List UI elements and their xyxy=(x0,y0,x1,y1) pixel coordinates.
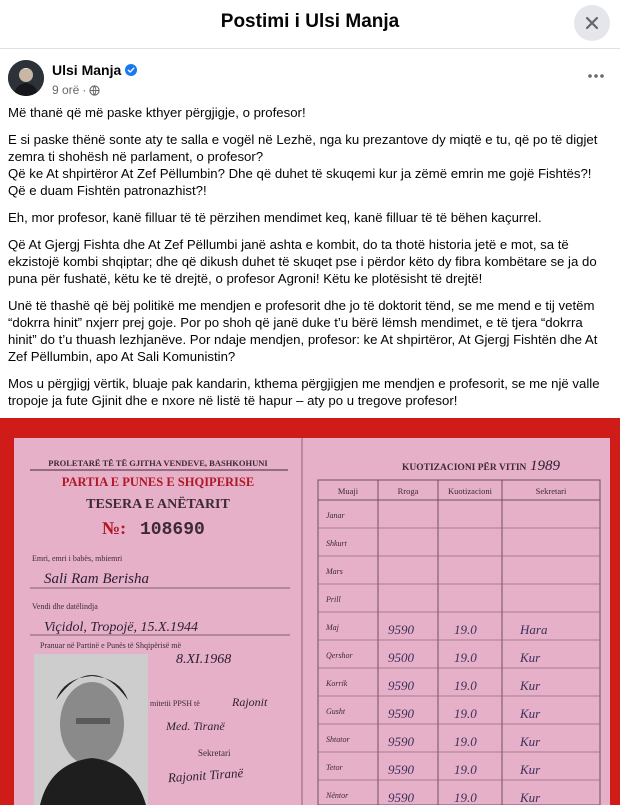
dues-col-month: Muaji xyxy=(337,486,359,496)
dues-fee: 19.0 xyxy=(454,734,477,749)
card-party: PARTIA E PUNES E SHQIPERISE xyxy=(61,475,255,489)
dues-sec: Hara xyxy=(520,622,548,637)
card-admitted-value: 8.XI.1968 xyxy=(176,652,232,667)
dues-col-secretary: Sekretari xyxy=(535,486,567,496)
dues-month: Qershor xyxy=(326,651,353,660)
dues-month: Janar xyxy=(326,511,345,520)
post-header xyxy=(0,56,620,100)
dues-sec: Kur xyxy=(520,706,541,721)
dues-fee: 19.0 xyxy=(454,622,477,637)
modal-header xyxy=(0,0,620,49)
dues-wage: 9500 xyxy=(388,650,414,665)
dues-wage: 9590 xyxy=(388,734,414,749)
globe-icon xyxy=(89,85,100,96)
author-name[interactable]: Ulsi Manja xyxy=(52,62,122,78)
post-paragraph: Unë të thashë që bëj politikë me mendjen e profesorit dhe jo të doktorit tënd, se me mend e tij vetëm “dokrra hinit” nxjerr prej goje. Por po shoh që janë duke t’u bërë lëmsh mendimet, e të tjera “dokrra hinit” do t’u thuash lezhjanëve. Por ndaje mendjen, profesor: ke At shpirtëror, At Gjergj Fishtën dhe At Zef Pëllumbin, apo At Sali Komunistin? xyxy=(8,298,598,364)
dues-month: Tetor xyxy=(326,763,343,772)
dues-month: Gusht xyxy=(326,707,346,716)
card-signature: Rajonit Tiranë xyxy=(167,764,244,786)
dues-sec: Kur xyxy=(520,762,541,777)
dues-sec: Kur xyxy=(520,650,541,665)
dues-wage: 9590 xyxy=(388,678,414,693)
more-options-button[interactable] xyxy=(584,66,608,86)
dues-col-wage: Rroga xyxy=(397,486,419,496)
modal-title: Postimi i Ulsi Manja xyxy=(220,11,400,32)
card-city-value: Med. Tiranë xyxy=(166,719,225,733)
card-committee-value: Rajonit xyxy=(232,695,268,709)
post-paragraph: Eh, mor profesor, kanë filluar të të përzihen mendimet keq, kanë filluar të të bëhen kaçurrel. xyxy=(8,210,542,225)
dues-month: Mars xyxy=(326,567,343,576)
dues-wage: 9590 xyxy=(388,706,414,721)
card-number: 108690 xyxy=(140,520,205,540)
card-admitted-label: Pranuar në Partinë e Punës të Shqipërisë më xyxy=(40,641,182,650)
dues-col-fee: Kuotizacioni xyxy=(448,486,492,496)
dues-year: 1989 xyxy=(530,458,560,474)
dues-month: Maj xyxy=(326,623,339,632)
dues-wage: 9590 xyxy=(388,790,414,805)
card-header: PROLETARË TË TË GJITHA VENDEVE, BASHKOHUNI xyxy=(48,458,268,468)
dues-wage: 9590 xyxy=(388,622,414,637)
card-birth-value: Viçidol, Tropojë, 15.X.1944 xyxy=(44,620,198,635)
dues-title: KUOTIZACIONI PËR VITIN xyxy=(402,463,527,473)
card-secretary-label: Sekretari xyxy=(198,748,231,758)
dues-fee: 19.0 xyxy=(454,790,477,805)
meta-separator: · xyxy=(82,83,87,97)
dues-month: Prill xyxy=(326,595,341,604)
avatar[interactable] xyxy=(8,60,44,96)
dues-month: Nëntor xyxy=(326,791,349,800)
post-photo[interactable] xyxy=(0,418,620,805)
card-committee-label: mitetii PPSH të xyxy=(150,699,200,708)
dues-month: Shtator xyxy=(326,735,350,744)
membership-card-image xyxy=(0,418,620,805)
post-text xyxy=(8,104,612,419)
dues-sec: Kur xyxy=(520,790,541,805)
verified-badge-icon xyxy=(125,64,137,76)
dues-month: Korrik xyxy=(326,679,348,688)
dues-month: Shkurt xyxy=(326,539,347,548)
post-paragraph: Mos u përgjigj vërtik, bluaje pak kandarin, kthema përgjigjen me mendjen e profesorit, se me një valle tropoje ja fute Gjinit dhe e nxore në listë të hapur – aty po u tregove profesor! xyxy=(8,376,600,408)
dues-sec: Kur xyxy=(520,678,541,693)
dues-fee: 19.0 xyxy=(454,650,477,665)
post-paragraph: E si paske thënë sonte aty te salla e vogël në Lezhë, nga ku prezantove dy miqtë e tu, që po të digjet zemra ti shohësh në parlament, o profesor? Që ke At shpirtëror At Zef Pëllumbin? Dhe që duhet të skuqemi kur ja zëmë emrin me gojë Fishtës?! Që e duam Fishtën patronazhist?! xyxy=(8,132,598,198)
post-time[interactable]: 9 orë xyxy=(52,83,80,97)
dues-fee: 19.0 xyxy=(454,678,477,693)
card-birth-label: Vendi dhe datëlindja xyxy=(32,602,98,611)
post-paragraph: Që At Gjergj Fishta dhe At Zef Pëllumbi janë ashta e kombit, do ta thotë historia jetë e mot, sa të ekzistojë kombi shqiptar; dhe që dikush duhet të skuqet pse i përdor këto dy fibra kombëtare se ja do puna për fushatë, këtu ke të drejtë, o profesor Agroni! Këtu ke plotësisht të drejtë! xyxy=(8,237,597,286)
dues-wage: 9590 xyxy=(388,762,414,777)
card-number-label: №: xyxy=(102,518,127,538)
dues-fee: 19.0 xyxy=(454,706,477,721)
card-title: TESERA E ANËTARIT xyxy=(86,497,230,512)
more-horizontal-icon xyxy=(587,73,605,79)
close-button[interactable] xyxy=(574,5,610,41)
close-icon xyxy=(585,16,599,30)
avatar-photo-icon xyxy=(8,60,44,96)
dues-fee: 19.0 xyxy=(454,762,477,777)
dues-sec: Kur xyxy=(520,734,541,749)
card-name-label: Emri, emri i babës, mbiemri xyxy=(32,554,123,563)
card-name-value: Sali Ram Berisha xyxy=(44,571,149,587)
portrait-photo xyxy=(34,654,148,805)
post-paragraph: Më thanë që më paske kthyer përgjigje, o profesor! xyxy=(8,105,306,120)
